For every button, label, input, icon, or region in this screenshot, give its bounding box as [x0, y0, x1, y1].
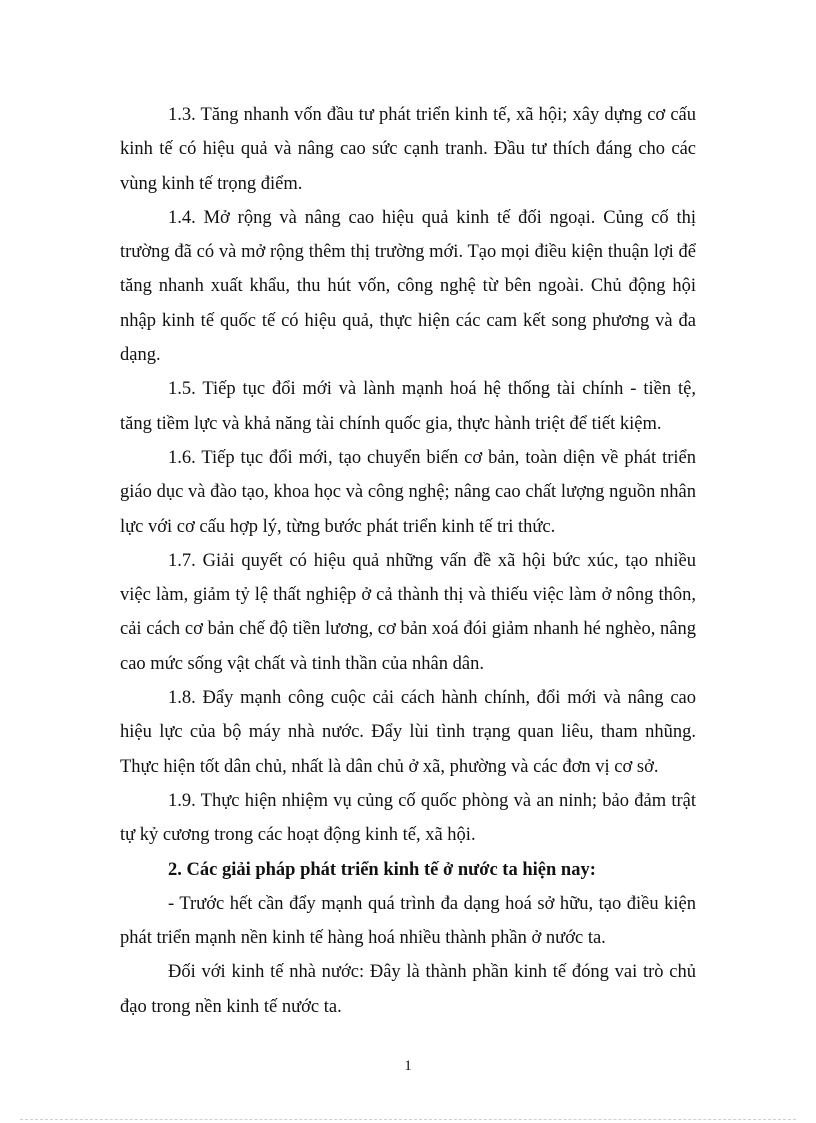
paragraph-1-9: 1.9. Thực hiện nhiệm vụ củng cố quốc phòng và an ninh; bảo đảm trật tự kỷ cương trong các hoạt động kinh tế, xã hội. [120, 790, 696, 846]
paragraph-1-7: 1.7. Giải quyết có hiệu quả những vấn đề xã hội bức xúc, tạo nhiều việc làm, giảm tỷ lệ thất nghiệp ở cả thành thị và thiếu việc làm ở nông thôn, cải cách cơ bản chế độ tiền lương, cơ bản xoá đói giảm nhanh hé nghèo, nâng cao mức sống vật chất và tinh thần của nhân dân. [120, 550, 696, 674]
paragraph-1-4: 1.4. Mở rộng và nâng cao hiệu quả kinh tế đối ngoại. Củng cố thị trường đã có và mở rộng thêm thị trường mới. Tạo mọi điều kiện thuận lợi để tăng nhanh xuất khẩu, thu hút vốn, công nghệ từ bên ngoài. Chủ động hội nhập kinh tế quốc tế có hiệu quả, thực hiện các cam kết song phương và đa dạng. [120, 207, 696, 366]
paragraph-1-3: 1.3. Tăng nhanh vốn đầu tư phát triển kinh tế, xã hội; xây dựng cơ cấu kinh tế có hiệu quả và nâng cao sức cạnh tranh. Đầu tư thích đáng cho các vùng kinh tế trọng điểm. [120, 105, 696, 194]
document-body [120, 98, 696, 1024]
section-heading: 2. Các giải pháp phát triển kinh tế ở nước ta hiện nay: [168, 859, 596, 880]
paragraph-diversify-ownership: - Trước hết cần đẩy mạnh quá trình đa dạng hoá sở hữu, tạo điều kiện phát triển mạnh nền kinh tế hàng hoá nhiều thành phần ở nước ta. [120, 893, 696, 949]
paragraph-1-8: 1.8. Đẩy mạnh công cuộc cải cách hành chính, đổi mới và nâng cao hiệu lực của bộ máy nhà nước. Đẩy lùi tình trạng quan liêu, tham nhũng. Thực hiện tốt dân chủ, nhất là dân chủ ở xã, phường và các đơn vị cơ sở. [120, 688, 696, 777]
paragraph-state-economy: Đối với kinh tế nhà nước: Đây là thành phần kinh tế đóng vai trò chủ đạo trong nền kinh tế nước ta. [120, 962, 696, 1017]
paragraph-1-6: 1.6. Tiếp tục đổi mới, tạo chuyển biến cơ bản, toàn diện về phát triển giáo dục và đào tạo, khoa học và công nghệ; nâng cao chất lượng nguồn nhân lực với cơ cấu hợp lý, từng bước phát triển kinh tế tri thức. [120, 447, 696, 537]
page-number: 1 [404, 1058, 412, 1074]
page-bottom-divider [20, 1119, 796, 1120]
paragraph-1-5: 1.5. Tiếp tục đổi mới và lành mạnh hoá hệ thống tài chính - tiền tệ, tăng tiềm lực và khả năng tài chính quốc gia, thực hành triệt để tiết kiệm. [120, 379, 696, 434]
